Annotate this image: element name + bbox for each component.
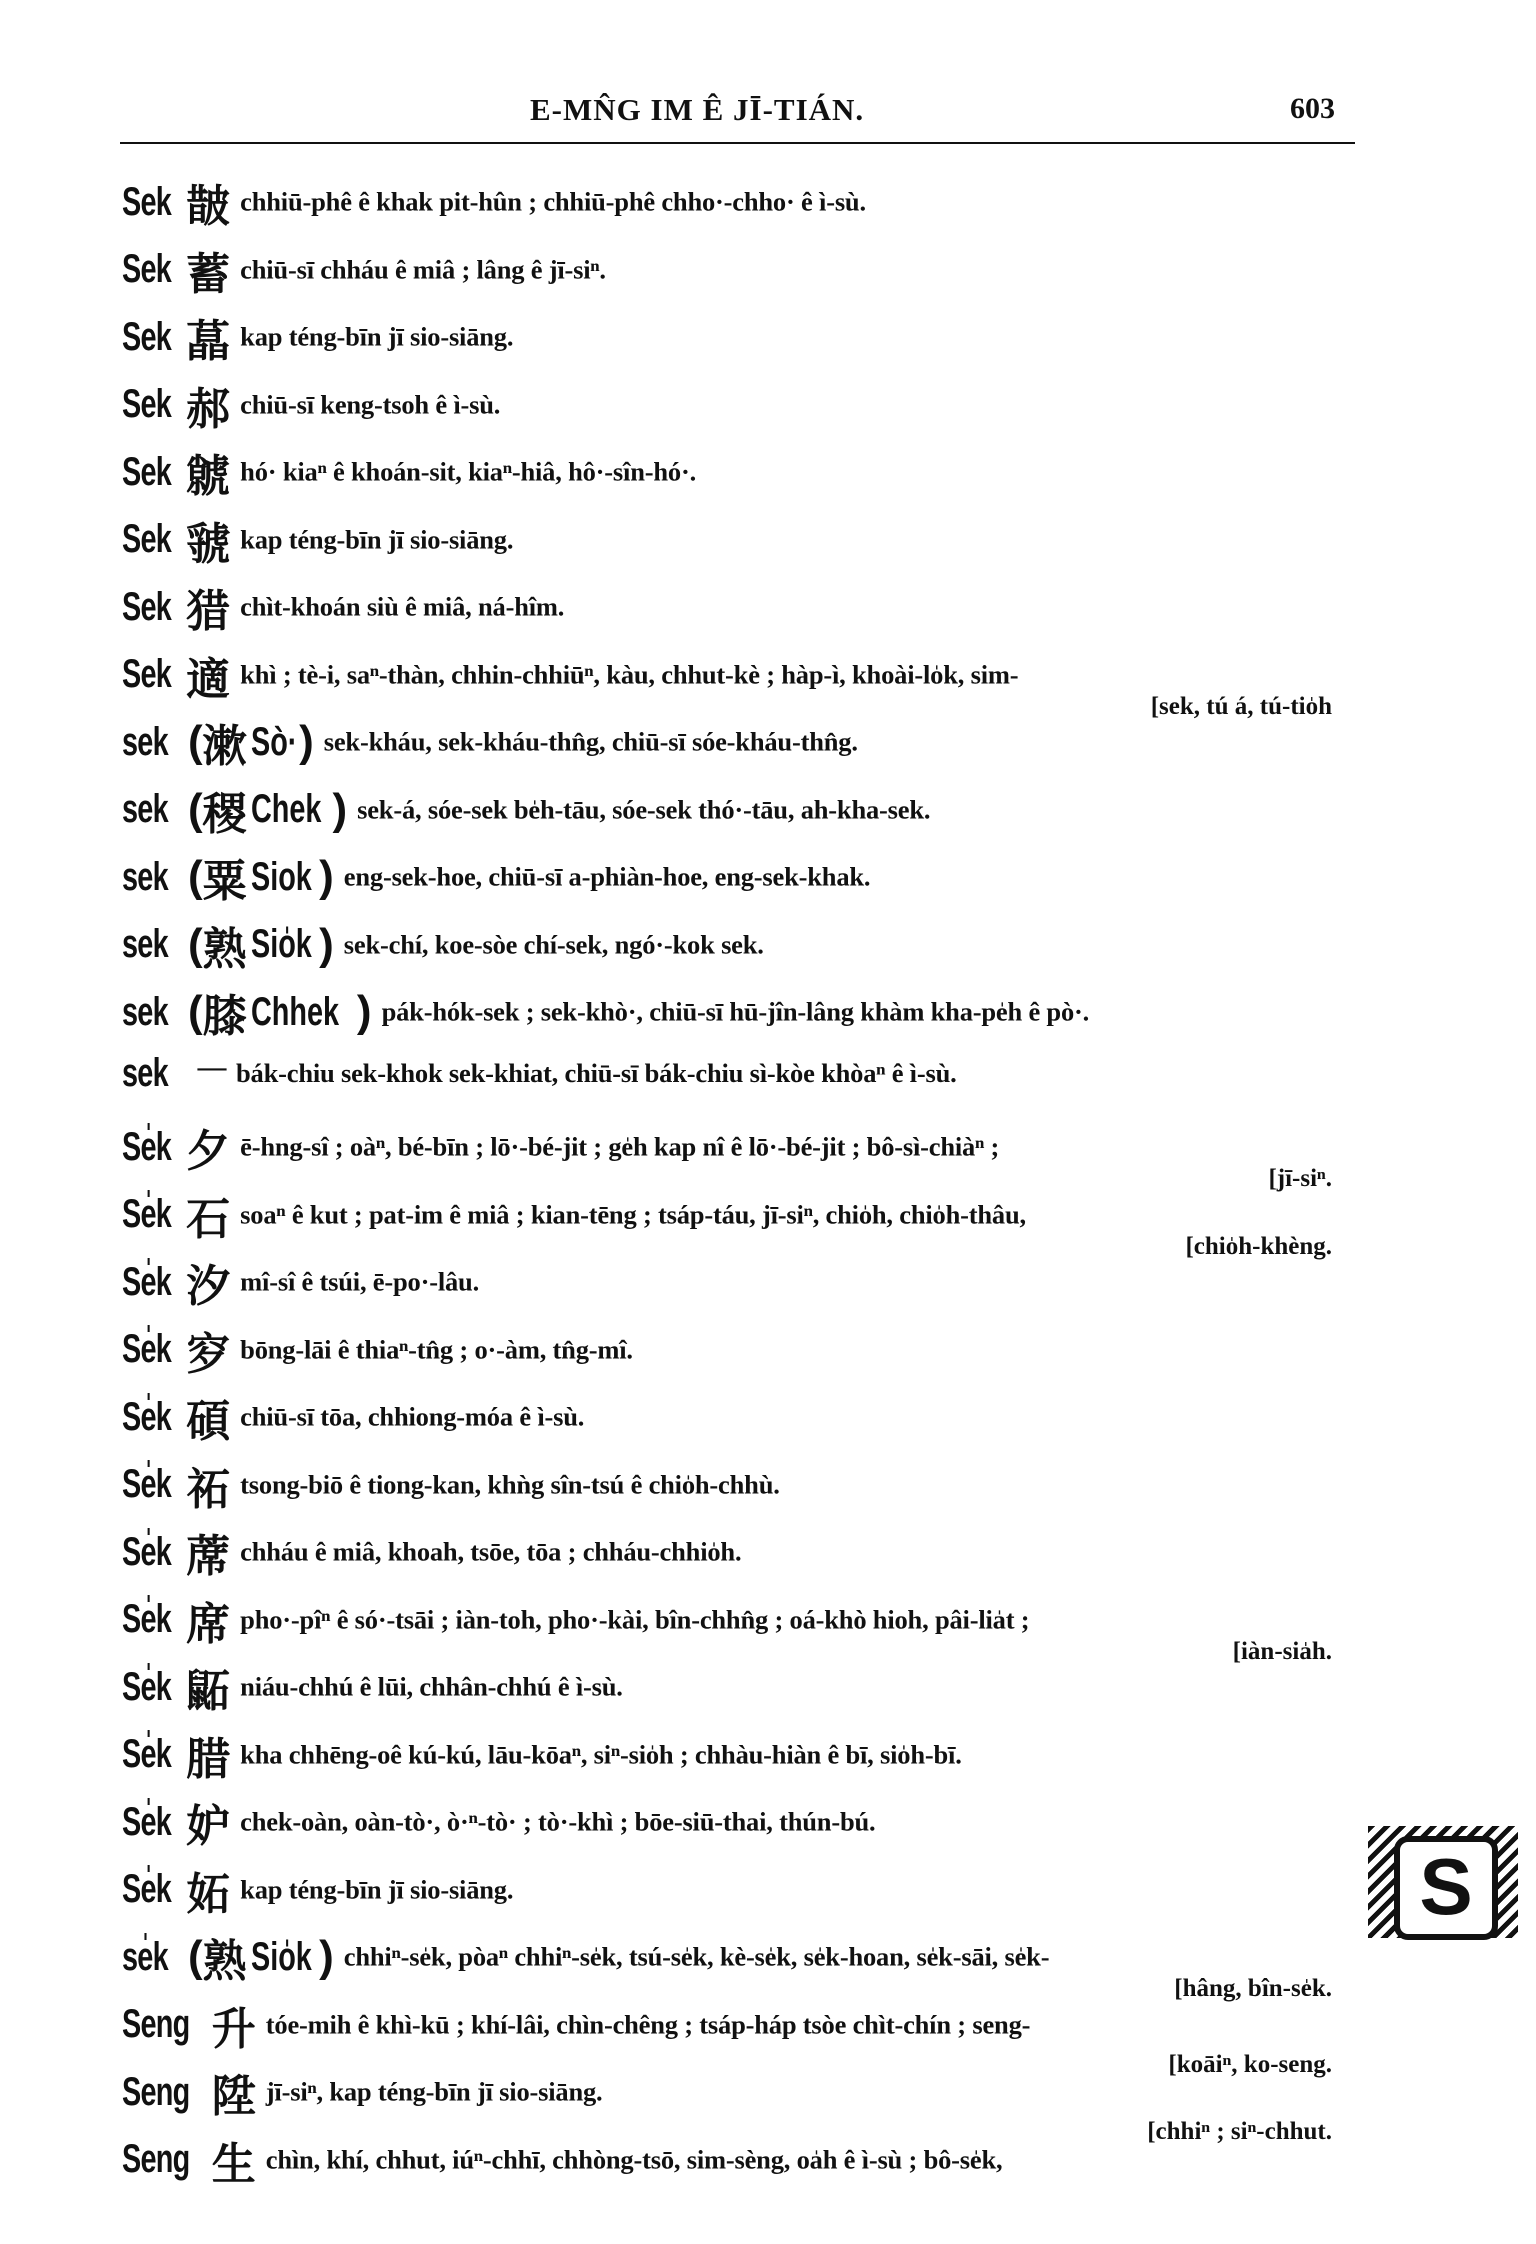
open-paren: ( — [188, 987, 203, 1036]
entry-continuation: [chio̍h-khèng. — [1185, 1232, 1332, 1260]
dictionary-entry — [122, 1385, 1372, 1453]
section-letter: S — [1394, 1836, 1498, 1940]
entry-headword: Se̍k — [122, 1597, 172, 1641]
entry-definition: chìn, khí, chhut, iúⁿ-chhī, chhòng-tsō, sim-sèng, oa̍h ê ì-sù ; bô-se̍k, — [265, 2144, 1003, 2174]
entry-headword: sek — [122, 719, 168, 764]
entry-character: 漱 — [202, 721, 247, 772]
entry-headword: Se̍k — [122, 1192, 172, 1236]
entry-definition: sek-á, sóe-sek be̍h-tāu, sóe-sek thó·-tāu, ah-kha-sek. — [357, 794, 931, 824]
entry-character: 熟 — [202, 1936, 247, 1987]
entry-definition: chìt-khoán siù ê miâ, ná-hîm. — [240, 591, 565, 622]
entry-character: 升 — [211, 2003, 256, 2055]
entry-character: 穸 — [186, 1328, 231, 1380]
entry-definition: tóe-mih ê khì-kū ; khí-lâi, chìn-chêng ; tsáp-háp tsòe chìt-chín ; seng- — [265, 2009, 1031, 2039]
dictionary-entry — [122, 1115, 1372, 1192]
entry-character: 碩 — [186, 1396, 231, 1447]
dictionary-entry — [122, 845, 1372, 913]
entry-headword: Sek — [122, 179, 172, 224]
entry-headword: Seng — [122, 2002, 190, 2046]
dictionary-entry — [122, 1993, 1372, 2078]
entry-character: 郝 — [186, 383, 231, 435]
dictionary-entry — [122, 1925, 1372, 2002]
open-paren: ( — [188, 852, 203, 901]
entry-character: 粟 — [202, 856, 247, 907]
entry-character: 虢 — [186, 518, 231, 570]
running-title: E-MN̂G IM Ê JĪ-TIÁN. — [530, 92, 865, 127]
dictionary-entry — [122, 1655, 1372, 1723]
entry-definition: jī-siⁿ, kap téng-bīn jī sio-siāng. — [265, 2076, 603, 2107]
entry-character: 蓄 — [186, 248, 231, 300]
entry-definition: tsong-biō ê tiong-kan, khǹg sîn-tsú ê chio̍h-chhù. — [240, 1469, 780, 1499]
dictionary-entry — [122, 170, 1372, 238]
dictionary-entry — [122, 710, 1372, 778]
dictionary-entry — [122, 373, 1372, 441]
entry-definition: soaⁿ ê kut ; pat-im ê miâ ; kian-tēng ; tsáp-táu, jī-siⁿ, chio̍h, chio̍h-thâu, — [240, 1199, 1026, 1229]
entry-character: 蕌 — [186, 316, 231, 367]
page-number: 603 — [1290, 92, 1335, 125]
entry-character: 皵 — [186, 181, 231, 232]
dictionary-entry — [122, 1183, 1372, 1260]
entry-definition: ē-hng-sî ; oàⁿ, bé-bīn ; lō·-bé-jit ; ge̍h kap nî ê lō·-bé-jit ; bô-sì-chiàⁿ ; — [240, 1131, 1000, 1162]
entry-headword: Se̍k — [122, 1664, 172, 1709]
dictionary-entry — [122, 1520, 1372, 1588]
entry-definition: chek-oàn, oàn-tò·, ò·ⁿ-tò· ; tò·-khì ; bōe-siū-thai, thún-bú. — [240, 1806, 876, 1837]
close-paren: ) — [299, 717, 314, 766]
dictionary-entry — [122, 778, 1372, 846]
open-paren: ( — [188, 784, 203, 834]
entry-character: 虩 — [186, 451, 231, 502]
dictionary-entry — [122, 508, 1372, 576]
entry-headword: Sek — [122, 247, 172, 291]
entry-character: 蓆 — [186, 1531, 231, 1582]
entry-headword: sek — [122, 1050, 168, 1095]
entry-character: 妒 — [186, 1801, 231, 1852]
entry-definition: kap téng-bīn jī sio-siāng. — [240, 1874, 514, 1904]
entry-definition: chháu ê miâ, khoah, tsōe, tōa ; chháu-chhio̍h. — [240, 1536, 742, 1567]
entry-headword: Se̍k — [122, 1124, 172, 1169]
close-paren: ) — [332, 784, 348, 834]
entry-definition: chiū-sī keng-tsoh ê ì-sù. — [240, 389, 501, 419]
entry-continuation: [jī-siⁿ. — [1268, 1165, 1332, 1192]
entry-headword: Se̍k — [122, 1529, 172, 1574]
dictionary-entry — [122, 305, 1372, 373]
dictionary-entry — [122, 575, 1372, 643]
entry-character: 鼫 — [186, 1666, 231, 1717]
entry-headword: sek — [122, 787, 168, 831]
entry-alt-reading: Siok — [250, 854, 312, 899]
entry-continuation: [iàn-sia̍h. — [1232, 1637, 1332, 1665]
open-paren: ( — [188, 919, 203, 969]
entry-headword: Se̍k — [122, 1732, 172, 1776]
close-paren: ) — [319, 919, 334, 969]
dictionary-entry — [122, 980, 1372, 1048]
entry-character: 席 — [186, 1598, 231, 1650]
dictionary-entry — [122, 2128, 1372, 2196]
entry-definition: kap téng-bīn jī sio-siāng. — [240, 524, 514, 554]
entry-character: 汐 — [186, 1261, 231, 1312]
entry-character: 陞 — [211, 2071, 256, 2122]
entry-character: 熟 — [202, 923, 247, 975]
entry-character: 妬 — [186, 1868, 231, 1920]
entry-definition: sek-chí, koe-sòe chí-sek, ngó·-kok sek. — [343, 929, 764, 959]
dictionary-entry — [122, 1790, 1372, 1858]
entry-definition: niáu-chhú ê lūi, chhân-chhú ê ì-sù. — [240, 1671, 623, 1702]
entry-dash: — — [196, 1047, 228, 1086]
open-paren: ( — [188, 1932, 203, 1981]
entry-definition: khì ; tè-i, saⁿ-thàn, chhin-chhiūⁿ, kàu, chhut-kè ; hàp-ì, khoài-lo̍k, sim- — [240, 659, 1019, 689]
entry-alt-reading: Sò· — [250, 719, 298, 764]
entry-definition: hó· kiaⁿ ê khoán-sit, kiaⁿ-hiâ, hô·-sîn-hó·. — [240, 456, 697, 487]
entry-alt-reading: Chek — [250, 787, 322, 831]
entry-headword: Sek — [122, 584, 172, 629]
entry-alt-reading: Sio̍k — [250, 922, 312, 966]
entry-continuation: [hâng, bîn-se̍k. — [1174, 1975, 1332, 2002]
entry-headword: se̍k — [122, 1934, 168, 1979]
dictionary-entry — [122, 1588, 1372, 1665]
dictionary-entry — [122, 643, 1372, 720]
dictionary-entry — [122, 238, 1372, 306]
entry-headword: Sek — [122, 382, 172, 426]
entry-continuation: [sek, tú á, tú-tio̍h — [1150, 692, 1332, 720]
entry-headword: Se̍k — [122, 1259, 172, 1304]
dictionary-entry — [122, 913, 1372, 981]
entry-definition: chiū-sī chháu ê miâ ; lâng ê jī-siⁿ. — [240, 254, 606, 284]
entry-headword: Seng — [122, 2137, 190, 2181]
entry-character: 腊 — [186, 1733, 231, 1785]
entry-character: 膝 — [202, 991, 247, 1042]
dictionary-entry — [122, 2060, 1372, 2145]
dictionary-entry — [122, 1318, 1372, 1386]
open-paren: ( — [188, 717, 203, 766]
entry-headword: Se̍k — [122, 1799, 172, 1844]
entry-headword: Sek — [122, 652, 172, 696]
close-paren: ) — [356, 987, 372, 1036]
entry-definition: bák-chiu sek-khok sek-khiat, chiū-sī bák-chiu sì-kòe khòaⁿ ê ì-sù. — [236, 1057, 957, 1088]
close-paren: ) — [319, 1932, 334, 1981]
entry-definition: pho·-pîⁿ ê só·-tsāi ; iàn-toh, pho·-kài, bîn-chhn̂g ; oá-khò hioh, pâi-lia̍t ; — [240, 1604, 1030, 1634]
dictionary-entry — [122, 1048, 1372, 1116]
entry-character: 生 — [211, 2138, 256, 2190]
entry-headword: Se̍k — [122, 1327, 172, 1371]
entry-alt-reading: Sio̍k — [250, 1934, 312, 1979]
dictionary-entry — [122, 1453, 1372, 1521]
dictionary-entry — [122, 1723, 1372, 1791]
entry-definition: kha chhēng-oê kú-kú, lāu-kōaⁿ, siⁿ-sio̍h ; chhàu-hiàn ê bī, sio̍h-bī. — [240, 1739, 962, 1769]
entry-headword: sek — [122, 854, 168, 899]
entry-character: 適 — [186, 653, 231, 705]
entry-headword: Se̍k — [122, 1394, 172, 1439]
entry-definition: mî-sî ê tsúi, ē-po·-lâu. — [240, 1266, 480, 1297]
dictionary-entry — [122, 1858, 1372, 1926]
entry-character: 稷 — [202, 788, 247, 840]
entry-headword: sek — [122, 989, 168, 1034]
entry-definition: bōng-lāi ê thiaⁿ-tn̂g ; o·-àm, tn̂g-mî. — [240, 1334, 633, 1364]
entry-character: 石 — [186, 1193, 231, 1245]
entry-headword: Sek — [122, 517, 172, 561]
dictionary-entry — [122, 440, 1372, 508]
dictionary-entry — [122, 1250, 1372, 1318]
close-paren: ) — [319, 852, 334, 901]
entry-definition: chiū-sī tōa, chhiong-móa ê ì-sù. — [240, 1401, 585, 1432]
entry-alt-reading: Chhek — [250, 989, 339, 1034]
entry-character: 祏 — [186, 1463, 231, 1515]
hatched-letter-tab-icon — [1368, 1826, 1518, 1938]
page-header — [120, 92, 1355, 146]
entry-headword: Sek — [122, 314, 172, 359]
dictionary-entries — [122, 170, 1372, 2195]
entry-definition: eng-sek-hoe, chiū-sī a-phiàn-hoe, eng-sek-khak. — [343, 861, 871, 892]
entry-definition: sek-kháu, sek-kháu-thn̂g, chiū-sī sóe-kháu-thn̂g. — [323, 726, 858, 757]
entry-character: 夕 — [186, 1126, 231, 1177]
entry-continuation: [koāiⁿ, ko-seng. — [1168, 2050, 1332, 2078]
entry-definition: chhiⁿ-se̍k, pòaⁿ chhiⁿ-se̍k, tsú-se̍k, kè-se̍k, se̍k-hoan, se̍k-sāi, se̍k- — [343, 1941, 1050, 1972]
entry-continuation: [chhiⁿ ; siⁿ-chhut. — [1147, 2118, 1332, 2145]
header-rule — [120, 142, 1355, 144]
entry-headword: Seng — [122, 2069, 190, 2114]
entry-definition: chhiū-phê ê khak pit-hûn ; chhiū-phê chho·-chho· ê ì-sù. — [240, 186, 866, 217]
entry-headword: Sek — [122, 449, 172, 494]
entry-headword: Se̍k — [122, 1867, 172, 1911]
entry-headword: sek — [122, 922, 168, 966]
entry-headword: Se̍k — [122, 1462, 172, 1506]
entry-character: 猎 — [186, 586, 231, 637]
entry-definition: kap téng-bīn jī sio-siāng. — [240, 321, 514, 352]
entry-definition: pák-hók-sek ; sek-khò·, chiū-sī hū-jîn-lâng khàm kha-pe̍h ê pò·. — [381, 996, 1090, 1027]
